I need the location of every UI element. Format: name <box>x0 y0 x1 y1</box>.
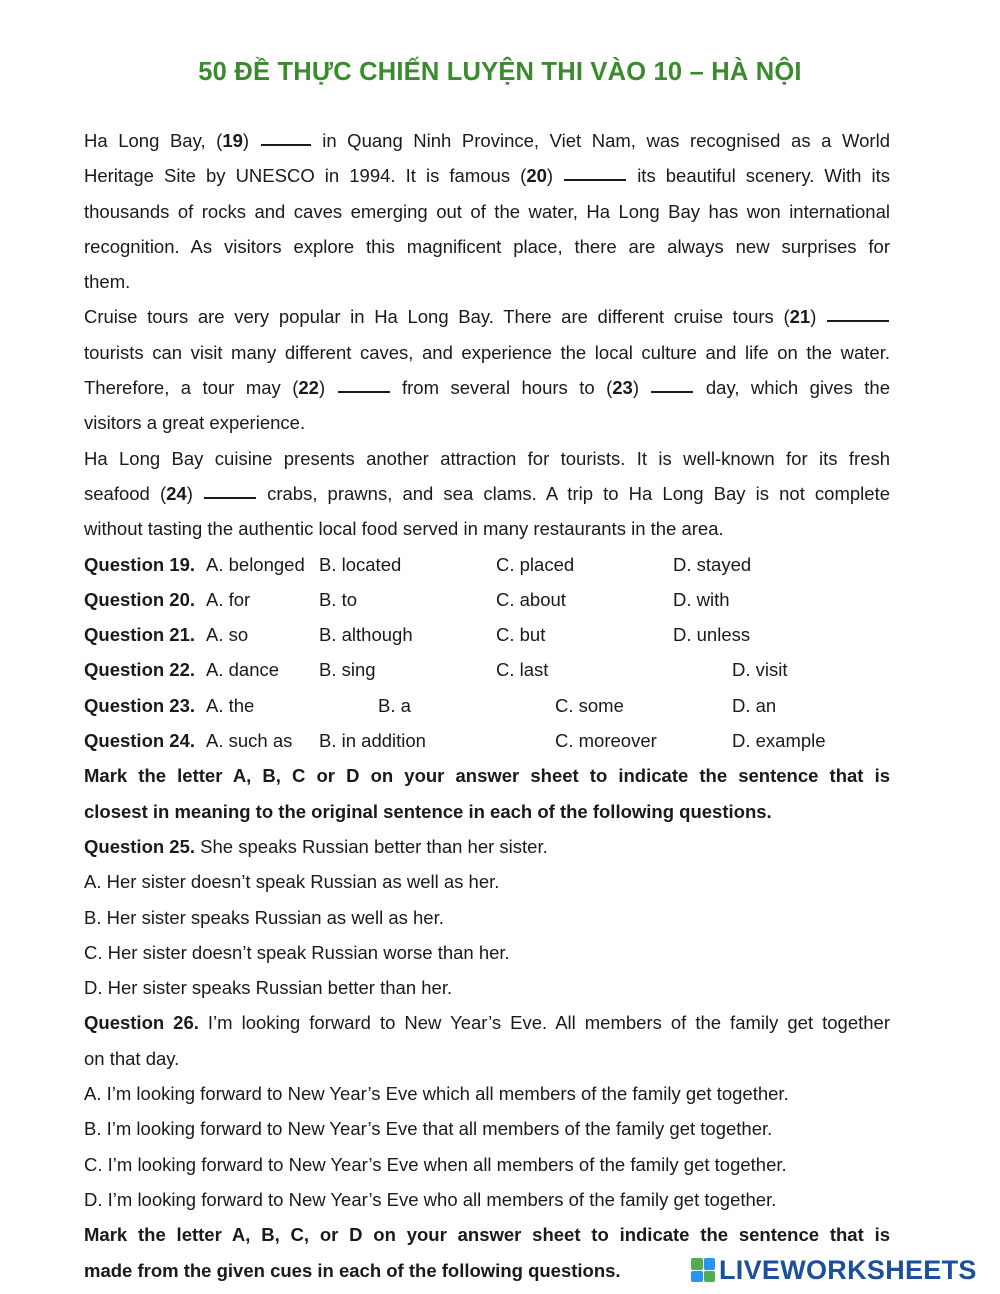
option-c[interactable]: C. I’m looking forward to New Year’s Eve when all members of the family get together. <box>84 1153 787 1175</box>
passage-line: recognition. As visitors explore this magnificent place, there are always new surprises for <box>84 235 890 257</box>
option-d[interactable]: D. I’m looking forward to New Year’s Eve who all members of the family get together. <box>84 1188 777 1210</box>
option-b[interactable]: B. located <box>319 553 402 575</box>
option-c[interactable]: C. placed <box>496 553 575 575</box>
option-a[interactable]: A. Her sister doesn’t speak Russian as well as her. <box>84 871 500 893</box>
passage-line: tourists can visit many different caves, and experience the local culture and life on the water. <box>84 341 890 363</box>
option-c[interactable]: C. last <box>496 659 549 681</box>
liveworksheets-icon <box>691 1258 715 1282</box>
option-d[interactable]: D. unless <box>673 624 751 646</box>
option-c[interactable]: C. moreover <box>555 730 657 752</box>
passage-line: seafood (24) crabs, prawns, and sea clams. A trip to Ha Long Bay is not complete <box>84 482 890 504</box>
option-a[interactable]: A. dance <box>206 659 280 681</box>
answer-blank-21[interactable] <box>827 319 889 322</box>
option-c[interactable]: C. some <box>555 694 624 716</box>
section-instruction: Mark the letter A, B, C, or D on your answer sheet to indicate the sentence that is <box>84 1224 890 1246</box>
option-a[interactable]: A. so <box>206 624 249 646</box>
question-row-21: Question 21. A. so B. although C. but D. unless <box>84 617 890 652</box>
option-b[interactable]: B. although <box>319 624 413 646</box>
page-title: 50 ĐỀ THỰC CHIẾN LUYỆN THI VÀO 10 – HÀ NỘI <box>198 58 802 86</box>
option-d[interactable]: D. Her sister speaks Russian better than her. <box>84 977 453 999</box>
option-a[interactable]: A. I’m looking forward to New Year’s Eve which all members of the family get together. <box>84 1083 789 1105</box>
question-row-23: Question 23. A. the B. a C. some D. an <box>84 688 890 723</box>
passage-line: them. <box>84 271 131 293</box>
option-b[interactable]: B. sing <box>319 659 376 681</box>
option-b[interactable]: B. in addition <box>319 730 426 752</box>
question-row-20: Question 20. A. for B. to C. about D. with <box>84 582 890 617</box>
option-d[interactable]: D. with <box>673 588 730 610</box>
option-d[interactable]: D. stayed <box>673 553 752 575</box>
option-d[interactable]: D. an <box>732 694 777 716</box>
passage-line: Cruise tours are very popular in Ha Long Bay. There are different cruise tours (21) <box>84 299 890 334</box>
passage-line: thousands of rocks and caves emerging out of the water, Ha Long Bay has won international <box>84 200 890 222</box>
passage-line: Therefore, a tour may (22) from several hours to (23) day, which gives the <box>84 377 890 399</box>
question-25: Question 25. She speaks Russian better than her sister. <box>84 835 548 857</box>
passage-line: visitors a great experience. <box>84 412 306 434</box>
passage-line: Ha Long Bay cuisine presents another attraction for tourists. It is well-known for its fresh <box>84 447 890 469</box>
option-c[interactable]: C. about <box>496 588 566 610</box>
passage-line: Ha Long Bay, (19) in Quang Ninh Province, Viet Nam, was recognised as a World <box>84 130 890 151</box>
option-a[interactable]: A. such as <box>206 730 293 752</box>
option-a[interactable]: A. belonged <box>206 553 305 575</box>
question-row-24: Question 24. A. such as B. in addition C. moreover D. example <box>84 723 890 758</box>
option-c[interactable]: C. but <box>496 624 546 646</box>
question-26-continued: on that day. <box>84 1047 180 1069</box>
section-instruction: closest in meaning to the original sentence in each of the following questions. <box>84 800 772 822</box>
option-b[interactable]: B. I’m looking forward to New Year’s Eve that all members of the family get together. <box>84 1118 773 1140</box>
section-instruction: made from the given cues in each of the following questions. <box>84 1259 621 1281</box>
passage-line: Heritage Site by UNESCO in 1994. It is famous (20) its beautiful scenery. With its <box>84 165 890 187</box>
logo-text: LIVEWORKSHEETS <box>719 1254 977 1285</box>
answer-blank-22[interactable] <box>338 390 390 393</box>
worksheet-content <box>84 123 890 1288</box>
liveworksheets-logo[interactable] <box>691 1255 977 1285</box>
option-a[interactable]: A. for <box>206 588 251 610</box>
option-c[interactable]: C. Her sister doesn’t speak Russian worse than her. <box>84 941 510 963</box>
option-b[interactable]: B. Her sister speaks Russian as well as her. <box>84 906 444 928</box>
answer-blank-23[interactable] <box>651 390 693 393</box>
option-b[interactable]: B. to <box>319 588 358 610</box>
section-instruction: Mark the letter A, B, C or D on your answer sheet to indicate the sentence that is <box>84 765 890 787</box>
option-a[interactable]: A. the <box>206 694 255 716</box>
passage-line: without tasting the authentic local food served in many restaurants in the area. <box>84 518 724 540</box>
option-d[interactable]: D. example <box>732 730 826 752</box>
option-d[interactable]: D. visit <box>732 659 788 681</box>
question-row-22: Question 22. A. dance B. sing C. last D. visit <box>84 652 890 687</box>
option-b[interactable]: B. a <box>378 694 411 716</box>
answer-blank-19[interactable] <box>261 143 311 146</box>
answer-blank-20[interactable] <box>564 178 626 181</box>
question-row-19: Question 19. A. belonged B. located C. placed D. stayed <box>84 547 890 582</box>
question-26: Question 26. I’m looking forward to New Year’s Eve. All members of the family get together <box>84 1012 890 1034</box>
answer-blank-24[interactable] <box>204 496 256 499</box>
